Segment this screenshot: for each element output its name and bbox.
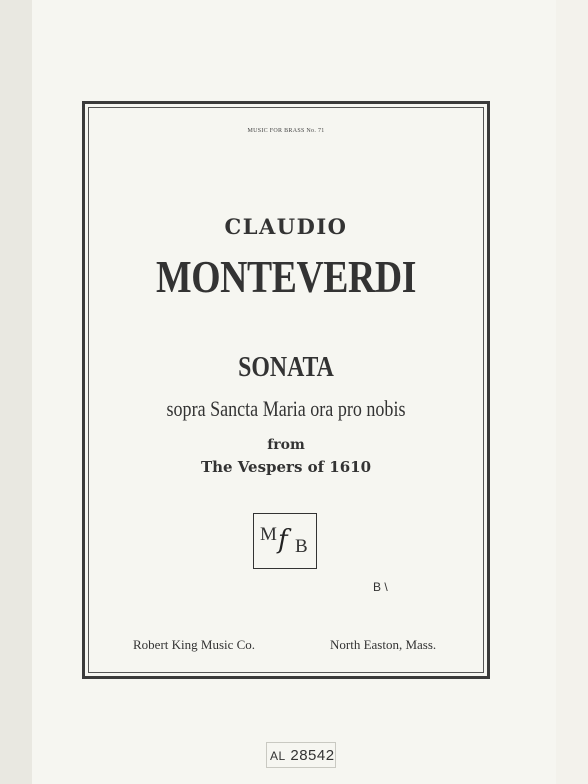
work-title: SONATA: [238, 352, 334, 383]
catalog-stamp: [270, 747, 335, 764]
composer-last-name: MONTEVERDI: [156, 251, 416, 302]
logo-letter-m: M: [260, 524, 277, 545]
publisher-logo: [253, 513, 317, 569]
series-label: MUSIC FOR BRASS No. 71: [247, 128, 325, 134]
inner-border-frame: [88, 107, 484, 673]
from-label: from: [267, 437, 305, 453]
logo-letter-b: B: [295, 536, 308, 557]
composer-first-name: CLAUDIO: [224, 214, 348, 239]
work-subtitle: sopra Sancta Maria ora pro nobis: [166, 396, 406, 421]
source-work: The Vespers of 1610: [200, 458, 372, 476]
publisher-name: Robert King Music Co.: [133, 637, 256, 652]
scan-margin: [0, 0, 32, 784]
logo-letter-f: f: [278, 525, 288, 555]
catalog-prefix: AL: [270, 749, 286, 763]
catalog-number: 28542: [290, 747, 335, 764]
handwritten-mark: B \: [373, 580, 388, 594]
publisher-location: North Easton, Mass.: [330, 637, 437, 652]
